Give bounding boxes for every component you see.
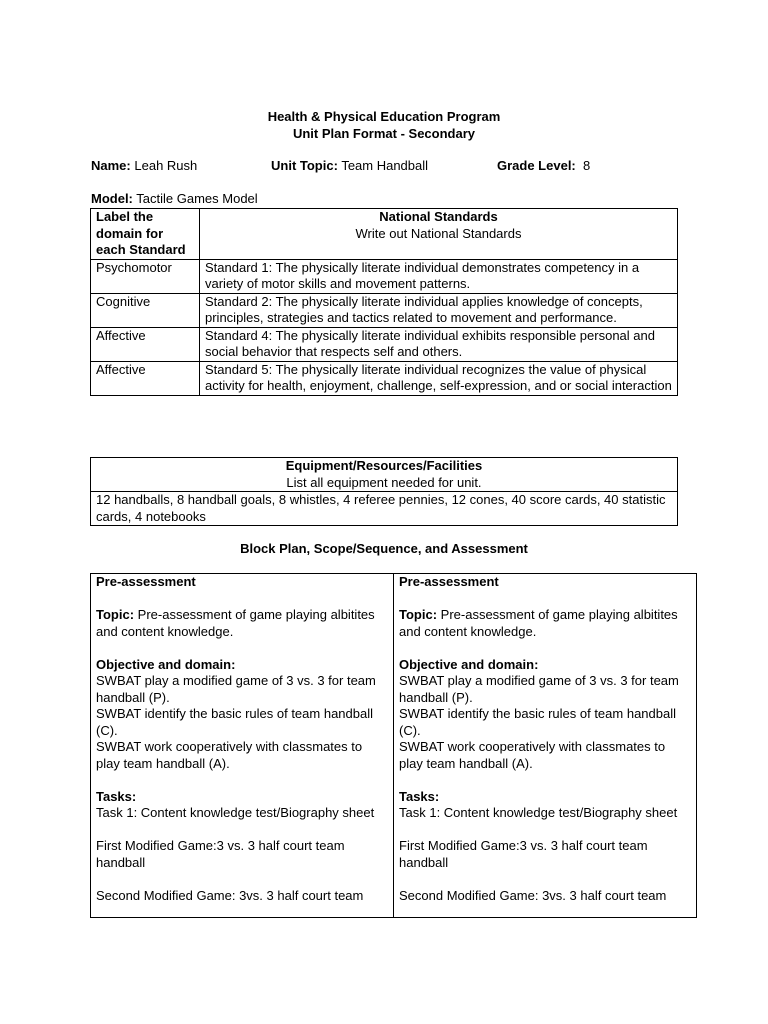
block-plan-column-1 <box>91 574 394 918</box>
objective-item: SWBAT play a modified game of 3 vs. 3 for team handball (P). <box>399 673 679 705</box>
table-row <box>91 259 678 293</box>
block-topic <box>399 607 691 640</box>
table-row <box>91 327 678 361</box>
title-line-2: Unit Plan Format - Secondary <box>292 125 476 141</box>
topic-text: Pre-assessment of game playing albitites and content knowledge. <box>399 607 678 639</box>
standard-cell: Standard 5: The physically literate individual recognizes the value of physical activity for health, enjoyment, challenge, self-expression, and or social interaction <box>200 361 678 395</box>
domain-cell: Affective <box>91 361 200 395</box>
standards-table <box>90 208 678 396</box>
domain-cell: Affective <box>91 327 200 361</box>
objective-label: Objective and domain: <box>96 656 236 672</box>
objective-item: SWBAT identify the basic rules of team handball (C). <box>96 706 373 738</box>
standards-column-header <box>200 209 678 260</box>
block-title: Pre-assessment <box>96 574 196 589</box>
objective-item: SWBAT work cooperatively with classmates to play team handball (A). <box>96 739 363 771</box>
domain-column-header: Label the domain for each Standard <box>91 209 200 260</box>
unit-topic-field <box>271 158 428 175</box>
block-plan-heading: Block Plan, Scope/Sequence, and Assessment <box>240 541 528 556</box>
modified-game-item: First Modified Game:3 vs. 3 half court team handball <box>96 838 345 870</box>
block-plan-column-2 <box>394 574 697 918</box>
national-standards-heading: National Standards <box>379 209 498 224</box>
objective-item: SWBAT identify the basic rules of team handball (C). <box>399 706 676 738</box>
modified-game-item: Second Modified Game: 3vs. 3 half court team <box>399 887 667 903</box>
block-title: Pre-assessment <box>399 574 499 589</box>
equipment-content-row <box>91 492 678 526</box>
model-field <box>91 191 258 208</box>
domain-cell: Cognitive <box>91 293 200 327</box>
table-row <box>91 293 678 327</box>
domain-cell: Psychomotor <box>91 259 200 293</box>
topic-text: Pre-assessment of game playing albitites and content knowledge. <box>96 607 375 639</box>
modified-game-item: First Modified Game:3 vs. 3 half court team handball <box>399 838 648 870</box>
model-value: Tactile Games Model <box>136 191 258 206</box>
task-item: Task 1: Content knowledge test/Biography sheet <box>96 805 375 820</box>
grade-level-label: Grade Level: <box>497 158 576 173</box>
grade-level-field <box>497 158 590 175</box>
equipment-header-cell <box>91 458 678 492</box>
block-plan-row <box>91 574 697 918</box>
block-plan-table <box>90 573 697 918</box>
equipment-list: 12 handballs, 8 handball goals, 8 whistles, 4 referee pennies, 12 cones, 40 score cards, 40 statistic cards, 4 notebooks <box>91 492 678 526</box>
tasks-label: Tasks: <box>96 788 137 804</box>
objective-item: SWBAT work cooperatively with classmates to play team handball (A). <box>399 739 666 771</box>
modified-game-item: Second Modified Game: 3vs. 3 half court team <box>96 887 364 903</box>
objective-item: SWBAT play a modified game of 3 vs. 3 for team handball (P). <box>96 673 376 705</box>
equipment-header-row <box>91 458 678 492</box>
name-field <box>91 158 197 175</box>
objective-label: Objective and domain: <box>399 656 539 672</box>
national-standards-subheading: Write out National Standards <box>355 225 522 241</box>
standard-cell: Standard 4: The physically literate individual exhibits responsible personal and social behavior that respects self and others. <box>200 327 678 361</box>
topic-label: Topic: <box>399 607 438 622</box>
name-label: Name: <box>91 158 131 173</box>
tasks-label: Tasks: <box>399 788 440 804</box>
topic-label: Topic: <box>96 607 135 622</box>
block-topic <box>96 607 388 640</box>
title-line-1: Health & Physical Education Program <box>267 109 501 124</box>
task-item: Task 1: Content knowledge test/Biography sheet <box>399 805 678 820</box>
unit-topic-value: Team Handball <box>341 158 429 173</box>
table-row <box>91 361 678 395</box>
model-label: Model: <box>91 191 133 206</box>
document-title <box>0 109 768 142</box>
equipment-heading: Equipment/Resources/Facilities <box>285 458 483 473</box>
equipment-subheading: List all equipment needed for unit. <box>286 474 482 490</box>
grade-level-value: 8 <box>583 158 591 173</box>
standards-header-row <box>91 209 678 260</box>
name-value: Leah Rush <box>134 158 198 173</box>
standard-cell: Standard 2: The physically literate individual applies knowledge of concepts, principles, strategies and tactics related to movement and performance. <box>200 293 678 327</box>
unit-topic-label: Unit Topic: <box>271 158 338 173</box>
standard-cell: Standard 1: The physically literate individual demonstrates competency in a variety of motor skills and movement patterns. <box>200 259 678 293</box>
equipment-table <box>90 457 678 526</box>
